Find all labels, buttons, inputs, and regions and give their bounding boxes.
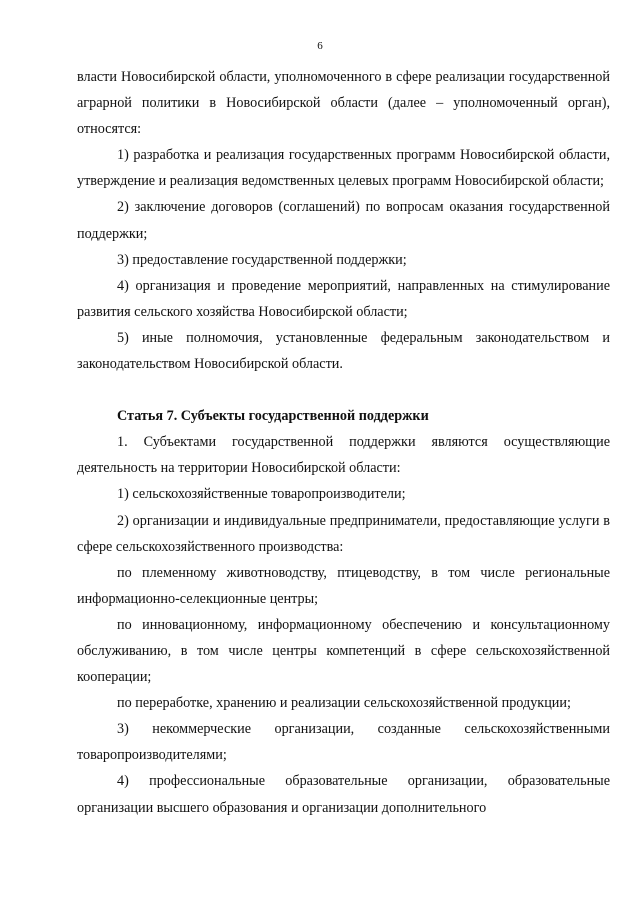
- section-gap: [77, 377, 610, 403]
- subject-item-3: 3) некоммерческие организации, созданные сельскохозяйственными товаропроизводителями;: [77, 721, 610, 764]
- paragraph-continuation: власти Новосибирской области, уполномоченного в сфере реализации государственной аграрной политики в Новосибирской области (далее – уполномоченный орган), относятся:: [77, 69, 610, 138]
- article-heading: Статья 7. Субъекты государственной поддержки: [117, 408, 429, 425]
- subject-item-1: 1) сельскохозяйственные товаропроизводители;: [117, 486, 406, 503]
- list-item-5: 5) иные полномочия, установленные федеральным законодательством и законодательством Новосибирской области.: [77, 329, 610, 373]
- list-item-4: 4) организация и проведение мероприятий, направленных на стимулирование развития сельского хозяйства Новосибирской области;: [77, 277, 610, 320]
- subject-item-2: 2) организации и индивидуальные предприниматели, предоставляющие услуги в сфере сельскохозяйственного производства:: [77, 512, 610, 555]
- list-item-3: 3) предоставление государственной поддержки;: [117, 251, 407, 268]
- list-item-2: 2) заключение договоров (соглашений) по вопросам оказания государственной поддержки;: [77, 199, 610, 242]
- page-number: 6: [317, 40, 323, 52]
- article-clause-1: 1. Субъектами государственной поддержки являются осуществляющие деятельность на территории Новосибирской области:: [77, 434, 610, 477]
- document-body: [77, 64, 610, 821]
- subject-subitem-breeding: по племенному животноводству, птицеводству, в том числе региональные информационно-селекционные центры;: [77, 564, 610, 607]
- list-item-1: 1) разработка и реализация государственных программ Новосибирской области, утверждение и реализация ведомственных целевых программ Новосибирской области;: [77, 147, 610, 190]
- subject-subitem-innovation: по инновационному, информационному обеспечению и консультационному обслуживанию, в том числе центры компетенций в сфере сельскохозяйственной кооперации;: [77, 616, 610, 686]
- subject-subitem-processing: по переработке, хранению и реализации сельскохозяйственной продукции;: [117, 695, 571, 712]
- subject-item-4: 4) профессиональные образовательные организации, образовательные организации высшего образования и организации дополнительного: [77, 773, 610, 816]
